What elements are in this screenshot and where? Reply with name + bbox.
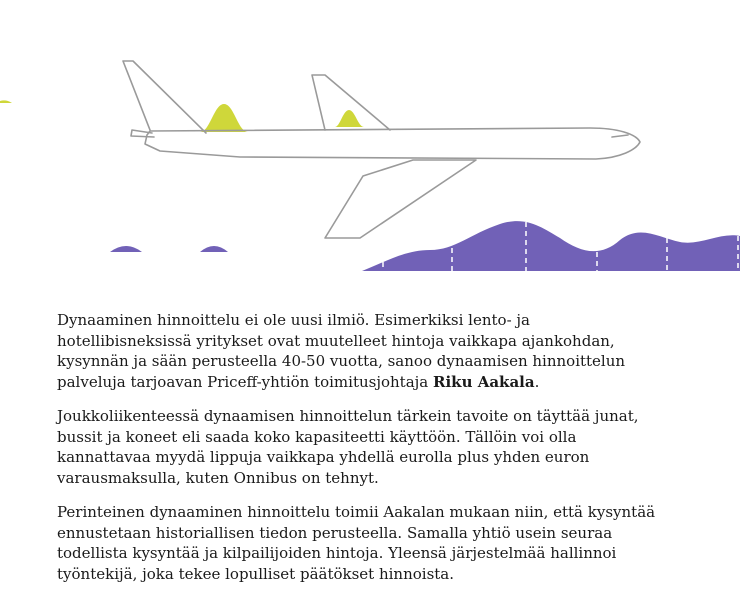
near-wing: [325, 160, 476, 238]
lime-wave-2: [335, 110, 364, 127]
paragraph-1: [57, 310, 657, 392]
person-name: Riku Aakala: [433, 372, 535, 391]
paragraph-2: Joukkoliikenteessä dynaamisen hinnoittelun tärkein tavoite on täyttää junat, bussit ja koneet eli saada koko kapasiteetti käyttöön. Tällöin voi olla kannattavaa myydä lippuja vaikkapa yhdellä eurolla plus yhden euron varausmaksulla, kuten Onnibus on tehnyt.: [57, 407, 639, 487]
lime-wave-left: [0, 100, 12, 103]
purple-bump-1: [110, 246, 142, 252]
fuselage: [145, 128, 640, 159]
tail-fin: [123, 61, 206, 133]
article-body: [57, 310, 657, 598]
paragraph-1-text: Dynaaminen hinnoittelu ei ole uusi ilmiö. Esimerkiksi lento- ja hotellibisneksissä yritykset ovat muutelleet hintoja vaikkapa ajankohdan, kysynnän ja sään perusteella 40-50 vuotta, sanoo dynaamisen hinnoittelun palveluja tarjoavan Priceff-yhtiön toimitusjohtaja: [57, 311, 626, 391]
airplane-illustration-svg: [0, 0, 740, 280]
paragraph-3: Perinteinen dynaaminen hinnoittelu toimii Aakalan mukaan niin, että kysyntää ennustetaan historiallisen tiedon perusteella. Samalla yhtiö usein seuraa todellista kysyntää ja kilpailijoiden hintoja. Yleensä järjestelmää hallinnoi työntekijä, joka tekee lopulliset päätökset hinnoista.: [57, 503, 656, 583]
lime-wave-1: [200, 104, 248, 132]
purple-bump-2: [200, 246, 228, 252]
airplane: [123, 61, 640, 238]
airplane-illustration: [0, 0, 740, 280]
paragraph-1-end: .: [534, 372, 540, 391]
purple-wave: [362, 221, 740, 271]
cockpit-window: [612, 135, 628, 137]
